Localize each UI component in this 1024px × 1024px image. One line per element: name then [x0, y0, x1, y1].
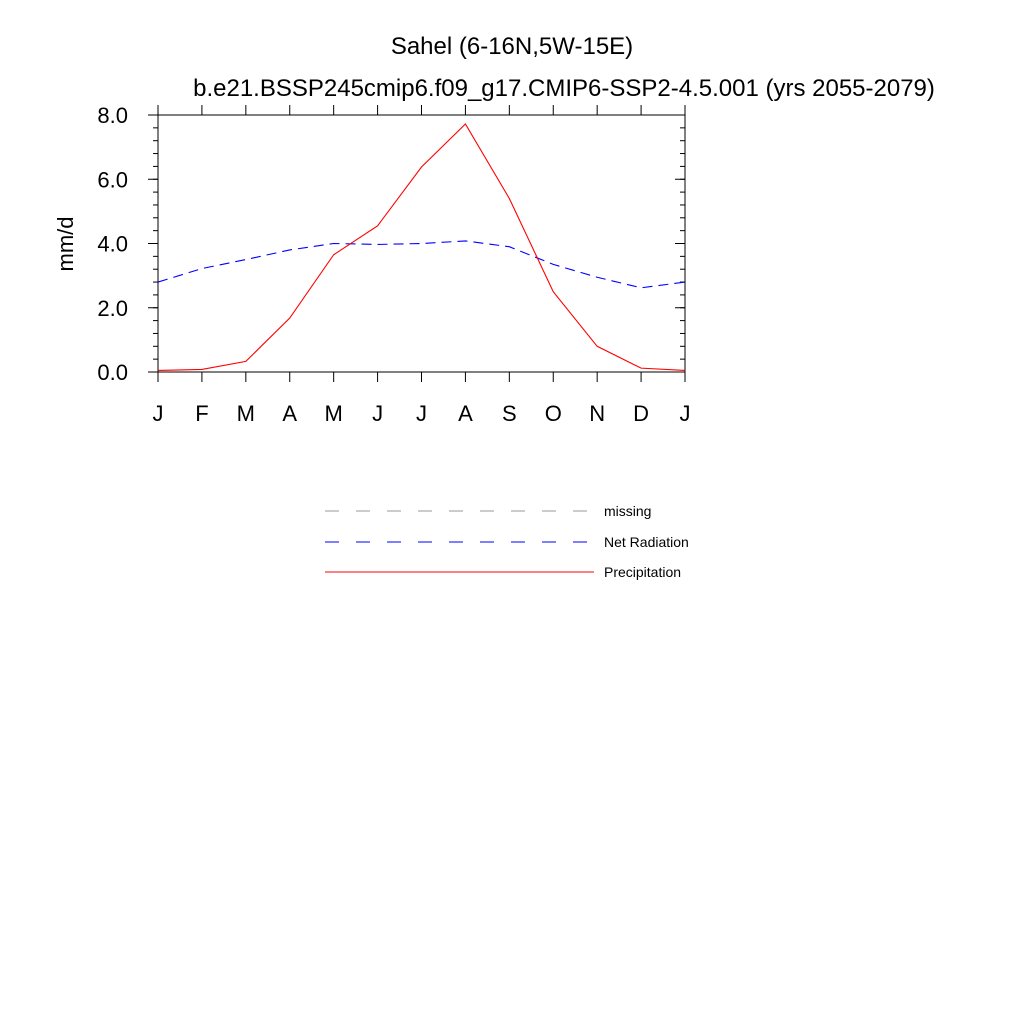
x-tick-label: F [195, 401, 209, 426]
data-point [553, 291, 554, 292]
data-point [597, 277, 598, 278]
x-tick-label: J [152, 401, 164, 426]
data-point [245, 259, 246, 260]
legend [325, 503, 689, 580]
data-point [158, 370, 159, 371]
data-point [597, 346, 598, 347]
x-tick-label: M [236, 401, 255, 426]
legend-label: Net Radiation [604, 534, 689, 550]
y-axis-ticks [97, 103, 685, 385]
y-tick-label: 6.0 [97, 167, 128, 193]
data-point [289, 318, 290, 319]
x-tick-label: D [633, 401, 650, 426]
x-tick-label: S [501, 401, 517, 426]
data-point [333, 254, 334, 255]
x-tick-label: O [544, 401, 562, 426]
data-point [465, 123, 466, 124]
x-tick-label: J [372, 401, 384, 426]
series-line-precipitation [158, 124, 685, 370]
data-point [421, 243, 422, 244]
y-axis-label: mm/d [53, 216, 78, 272]
chart-title: Sahel (6-16N,5W-15E) [390, 33, 634, 60]
data-point [201, 268, 202, 269]
data-point [509, 198, 510, 199]
data-point [245, 361, 246, 362]
chart-subtitle: b.e21.BSSP245cmip6.f09_g17.CMIP6-SSP2-4.5.001 (yrs 2055-2079) [193, 75, 935, 102]
data-point [201, 369, 202, 370]
y-tick-label: 8.0 [97, 103, 128, 128]
y-tick-label: 4.0 [97, 231, 128, 257]
y-tick-label: 0.0 [97, 360, 128, 385]
data-point [158, 282, 159, 283]
x-tick-label: N [589, 401, 606, 426]
data-point [377, 244, 378, 245]
series-line-net-radiation [158, 241, 685, 288]
data-point [377, 225, 378, 226]
series-lines [158, 123, 686, 370]
data-point [641, 368, 642, 369]
y-tick-label: 2.0 [97, 295, 128, 321]
data-point [553, 264, 554, 265]
x-axis-ticks [153, 105, 691, 426]
x-tick-label: A [458, 401, 473, 426]
legend-label: missing [604, 503, 652, 519]
x-tick-label: J [679, 401, 691, 426]
data-point [333, 243, 334, 244]
data-point [421, 167, 422, 168]
legend-label: Precipitation [604, 564, 682, 580]
x-tick-label: M [324, 401, 343, 426]
x-tick-label: J [416, 401, 427, 426]
data-point [509, 246, 510, 247]
x-tick-label: A [282, 401, 298, 426]
data-point [465, 240, 466, 241]
data-point [641, 287, 642, 288]
data-point [289, 249, 290, 250]
data-point [685, 370, 686, 371]
data-point [685, 282, 686, 283]
